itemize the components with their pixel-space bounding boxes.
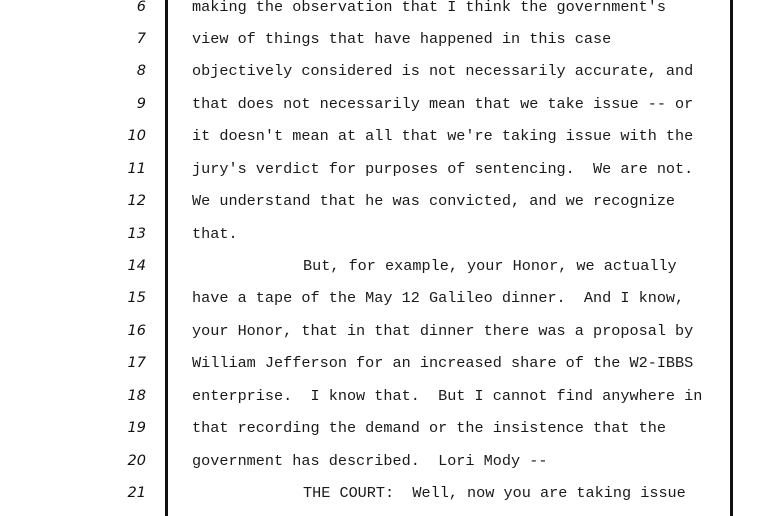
- line-text: jury's verdict for purposes of sentencing. We are not.: [192, 160, 694, 178]
- line-number: 17: [127, 355, 146, 371]
- line-text: your Honor, that in that dinner there was a proposal by: [192, 322, 694, 340]
- line-text: We understand that he was convicted, and we recognize: [192, 192, 676, 210]
- line-number: 8: [136, 63, 146, 79]
- transcript-line: [0, 122, 780, 150]
- line-number: 14: [127, 258, 146, 274]
- transcript-line: [0, 155, 780, 183]
- transcript-line: [0, 0, 780, 21]
- line-text: making the observation that I think the government's: [192, 0, 666, 16]
- line-text: that recording the demand or the insistence that the: [192, 419, 666, 437]
- transcript-line: [0, 479, 780, 507]
- line-text: that.: [192, 225, 238, 243]
- line-text: But, for example, your Honor, we actually: [303, 257, 677, 275]
- transcript-line: [0, 220, 780, 248]
- line-number: 10: [127, 128, 146, 144]
- transcript-line: [0, 57, 780, 85]
- transcript-line: [0, 252, 780, 280]
- transcript-line: [0, 349, 780, 377]
- line-text: it doesn't mean at all that we're taking issue with the: [192, 127, 694, 145]
- line-number: 9: [136, 96, 146, 112]
- line-number: 15: [127, 290, 146, 306]
- line-number: 16: [127, 323, 146, 339]
- transcript-line: [0, 25, 780, 53]
- line-text: view of things that have happened in this case: [192, 30, 612, 48]
- line-number: 18: [127, 388, 146, 404]
- transcript-line: [0, 317, 780, 345]
- line-number: 6: [136, 0, 146, 15]
- line-number: 19: [127, 420, 146, 436]
- line-text: William Jefferson for an increased share of the W2-IBBS: [192, 354, 694, 372]
- line-text: enterprise. I know that. But I cannot find anywhere in: [192, 387, 703, 405]
- transcript-line: [0, 447, 780, 475]
- line-number: 11: [127, 161, 146, 177]
- line-number: 20: [127, 453, 146, 469]
- transcript-line: [0, 187, 780, 215]
- transcript-line: [0, 414, 780, 442]
- transcript-line: [0, 382, 780, 410]
- line-number: 7: [136, 31, 146, 47]
- line-text: objectively considered is not necessarily accurate, and: [192, 62, 694, 80]
- line-number: 12: [127, 193, 146, 209]
- transcript-line: [0, 284, 780, 312]
- line-number: 21: [127, 485, 146, 501]
- line-number: 13: [127, 226, 146, 242]
- line-text: government has described. Lori Mody --: [192, 452, 548, 470]
- line-text: THE COURT: Well, now you are taking issue: [303, 484, 686, 502]
- transcript-line: [0, 90, 780, 118]
- line-text: have a tape of the May 12 Galileo dinner. And I know,: [192, 289, 685, 307]
- line-text: that does not necessarily mean that we take issue -- or: [192, 95, 694, 113]
